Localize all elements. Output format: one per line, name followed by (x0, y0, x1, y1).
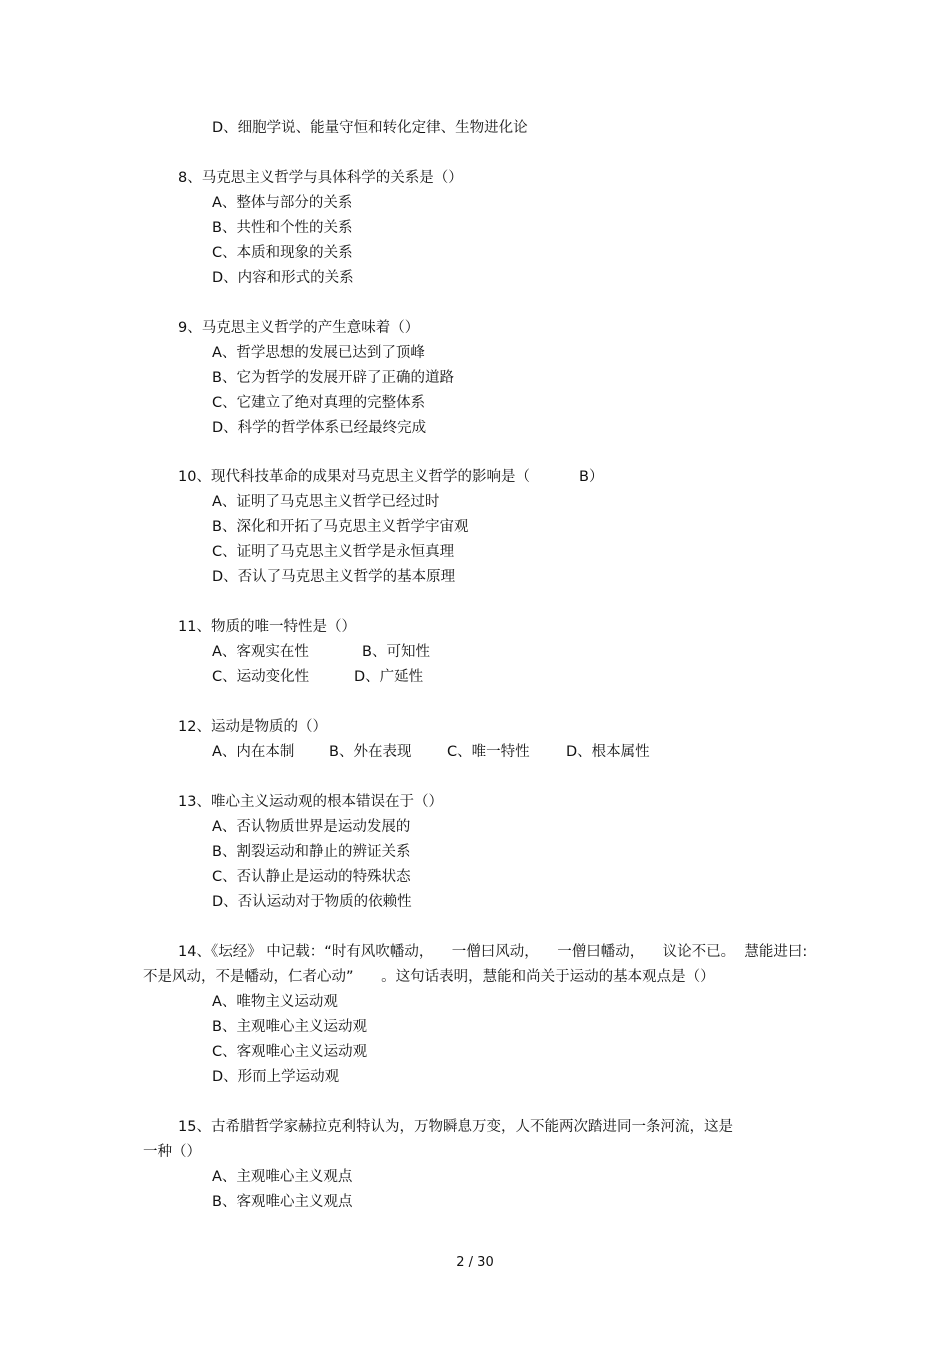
question-14-option-d: D、形而上学运动观 (212, 1069, 340, 1085)
question-14-stem-line2: 不是风动，不是幡动，仁者心动” 。这句话表明，慧能和尚关于运动的基本观点是（） (143, 969, 715, 985)
question-14-stem-line1: 14、《坛经》 中记载：“时有风吹幡动， 一僧曰风动， 一僧曰幡动， 议论不已。 慧能进曰: (178, 944, 808, 960)
question-8-option-b: B、共性和个性的关系 (212, 220, 353, 236)
question-11-option-b: B、可知性 (362, 644, 430, 660)
option-d-q7: D、细胞学说、能量守恒和转化定律、生物进化论 (212, 120, 528, 136)
question-12-option-c: C、唯一特性 (447, 744, 530, 760)
question-11-stem: 11、物质的唯一特性是（） (178, 619, 356, 635)
question-9-option-d: D、科学的哲学体系已经最终完成 (212, 420, 427, 436)
question-15-stem-line1: 15、古希腊哲学家赫拉克利特认为，万物瞬息万变，人不能两次踏进同一条河流，这是 (178, 1119, 733, 1135)
question-13-option-a: A、否认物质世界是运动发展的 (212, 819, 411, 835)
question-15-stem-line2: 一种（） (143, 1144, 201, 1160)
question-13-stem: 13、唯心主义运动观的根本错误在于（） (178, 794, 443, 810)
question-15-option-b: B、客观唯心主义观点 (212, 1194, 353, 1210)
question-12-stem: 12、运动是物质的（） (178, 719, 327, 735)
question-9-option-b: B、它为哲学的发展开辟了正确的道路 (212, 370, 454, 386)
question-12-option-b: B、外在表现 (329, 744, 412, 760)
question-10-option-c: C、证明了马克思主义哲学是永恒真理 (212, 544, 455, 560)
question-11-option-d: D、广延性 (354, 669, 424, 685)
question-11-option-a: A、客观实在性 (212, 644, 309, 660)
question-10-option-d: D、否认了马克思主义哲学的基本原理 (212, 569, 456, 585)
question-13-option-c: C、否认静止是运动的特殊状态 (212, 869, 411, 885)
question-13-option-d: D、否认运动对于物质的依赖性 (212, 894, 412, 910)
question-15-option-a: A、主观唯心主义观点 (212, 1169, 353, 1185)
question-14-option-b: B、主观唯心主义运动观 (212, 1019, 367, 1035)
question-11-option-c: C、运动变化性 (212, 669, 310, 685)
question-12-option-d: D、根本属性 (566, 744, 650, 760)
question-10-stem: 10、现代科技革命的成果对马克思主义哲学的影响是（ (178, 469, 530, 485)
question-10-answer: B） (579, 469, 604, 485)
question-8-stem: 8、马克思主义哲学与具体科学的关系是（） (178, 170, 463, 186)
question-9-option-c: C、它建立了绝对真理的完整体系 (212, 395, 426, 411)
question-9-stem: 9、马克思主义哲学的产生意味着（） (178, 320, 420, 336)
question-14-option-a: A、唯物主义运动观 (212, 994, 338, 1010)
question-14-option-c: C、客观唯心主义运动观 (212, 1044, 368, 1060)
question-9-option-a: A、哲学思想的发展已达到了顶峰 (212, 345, 425, 361)
question-8-option-a: A、整体与部分的关系 (212, 195, 353, 211)
question-12-option-a: A、内在本制 (212, 744, 295, 760)
question-10-option-a: A、证明了马克思主义哲学已经过时 (212, 494, 440, 510)
question-13-option-b: B、割裂运动和静止的辨证关系 (212, 844, 411, 860)
question-8-option-d: D、内容和形式的关系 (212, 270, 354, 286)
question-10-option-b: B、深化和开拓了马克思主义哲学宇宙观 (212, 519, 469, 535)
question-8-option-c: C、本质和现象的关系 (212, 245, 353, 261)
page-number: 2 / 30 (456, 1255, 494, 1270)
